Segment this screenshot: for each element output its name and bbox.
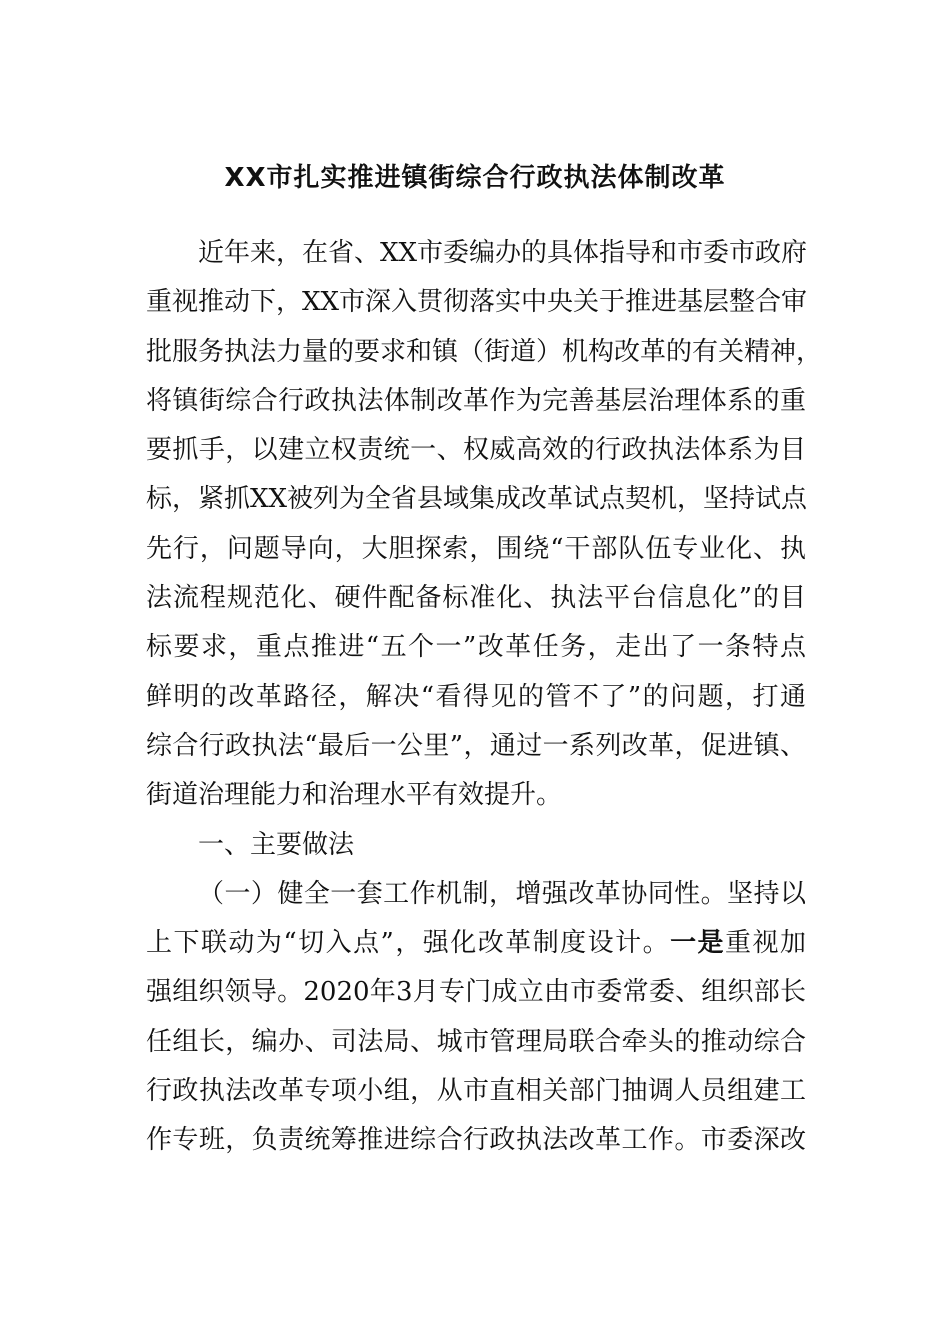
- paragraph-line: 综合行政执法“最后一公里”，通过一系列改革，促进镇、: [146, 730, 806, 761]
- paragraph-line: 任组长，编办、司法局、城市管理局联合牵头的推动综合: [146, 1026, 806, 1057]
- paragraph-line: 法流程规范化、硬件配备标准化、执法平台信息化”的目: [146, 583, 806, 614]
- emphasis-text: 一是: [670, 928, 726, 959]
- paragraph-line: 作专班，负责统筹推进综合行政执法改革工作。市委深改: [146, 1125, 806, 1156]
- paragraph-line: 鲜明的改革路径，解决“看得见的管不了”的问题，打通: [146, 681, 806, 712]
- paragraph-line: 批服务执法力量的要求和镇（街道）机构改革的有关精神，: [146, 336, 823, 367]
- paragraph-line: 强组织领导。2020年3月专门成立由市委常委、组织部长: [146, 977, 806, 1008]
- paragraph-line: 将镇街综合行政执法体制改革作为完善基层治理体系的重: [146, 385, 806, 416]
- document-title: XX市扎实推进镇街综合行政执法体制改革: [224, 163, 726, 193]
- section-heading: 一、主要做法: [198, 829, 355, 860]
- document-body: [146, 229, 823, 1166]
- paragraph-line: （一）健全一套工作机制，增强改革协同性。坚持以: [198, 878, 806, 909]
- line-text-before: 上下联动为“切入点”，强化改革制度设计。: [146, 928, 671, 959]
- paragraph-line: 要抓手，以建立权责统一、权威高效的行政执法体系为目: [146, 435, 806, 466]
- line-text-after: 重视加: [725, 928, 806, 959]
- paragraph-line: 行政执法改革专项小组，从市直相关部门抽调人员组建工: [146, 1076, 806, 1107]
- paragraph-line: 先行，问题导向，大胆探索，围绕“干部队伍专业化、执: [146, 533, 806, 564]
- paragraph-line: 标，紧抓XX被列为全省县域集成改革试点契机，坚持试点: [146, 484, 808, 515]
- paragraph-line: 街道治理能力和治理水平有效提升。: [146, 780, 563, 811]
- paragraph-line-mixed: [146, 919, 806, 968]
- paragraph-line: 近年来，在省、XX市委编办的具体指导和市委市政府: [198, 238, 808, 268]
- paragraph-line: 标要求，重点推进“五个一”改革任务，走出了一条特点: [146, 632, 806, 663]
- paragraph-line: 重视推动下，XX市深入贯彻落实中央关于推进基层整合审: [146, 287, 808, 318]
